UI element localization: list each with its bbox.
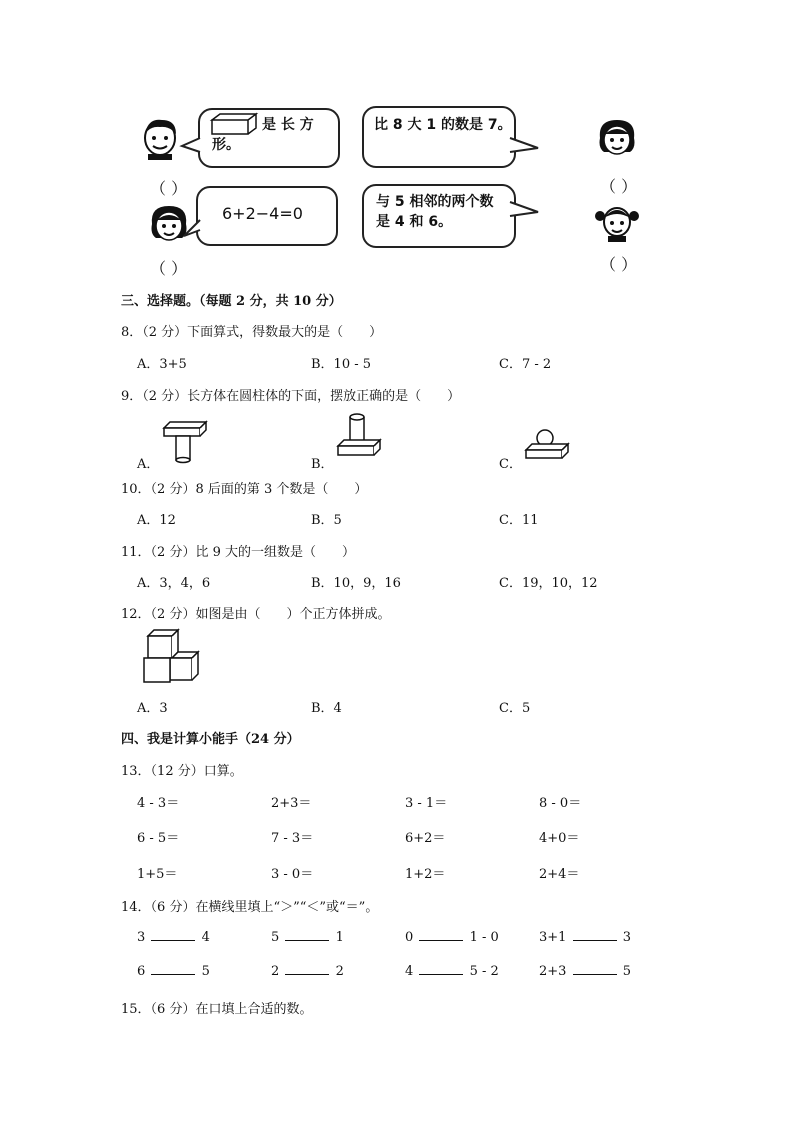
- q11-option-a[interactable]: A．3，4，6: [137, 576, 211, 591]
- calc-item[interactable]: 8 - 0＝: [539, 796, 582, 811]
- q11-option-b[interactable]: B．10，9，16: [311, 576, 401, 591]
- cuboid-icon: [210, 112, 258, 136]
- cuboid-on-cylinder-icon: [162, 420, 210, 464]
- calc-item[interactable]: 4+0＝: [539, 831, 580, 846]
- q13-stem: 13．（12 分）口算。: [121, 764, 243, 779]
- sphere-on-cuboid-icon: [524, 428, 570, 460]
- compare-blank[interactable]: [573, 974, 617, 975]
- boy-face-icon: [140, 114, 182, 160]
- q12-option-b[interactable]: B．4: [311, 701, 342, 716]
- compare-right: 2: [335, 964, 344, 979]
- calc-item[interactable]: 6+2＝: [405, 831, 446, 846]
- compare-blank[interactable]: [285, 974, 329, 975]
- compare-right: 5: [201, 964, 210, 979]
- q11-stem: 11．（2 分）比 9 大的一组数是（ ）: [121, 545, 355, 560]
- q10-option-a[interactable]: A．12: [137, 513, 176, 528]
- q12-option-a[interactable]: A．3: [137, 701, 168, 716]
- q10-stem: 10．（2 分）8 后面的第 3 个数是（ ）: [121, 482, 368, 497]
- calc-item[interactable]: 4 - 3＝: [137, 796, 180, 811]
- q9-option-b[interactable]: B．: [311, 457, 334, 472]
- compare-left: 3: [137, 930, 146, 945]
- compare-blank[interactable]: [151, 940, 195, 941]
- compare-blank[interactable]: [419, 974, 463, 975]
- bubble-3-text: 6+2−4=0: [222, 204, 303, 223]
- bubble-tail-4: [510, 200, 540, 220]
- compare-blank[interactable]: [419, 940, 463, 941]
- bubble-4-text-2: 是 4 和 6。: [376, 214, 453, 230]
- compare-left: 3+1: [539, 930, 567, 945]
- bubble-2-text: 比 8 大 1 的数是 7。: [374, 117, 512, 133]
- compare-left: 2+3: [539, 964, 567, 979]
- q9-option-c[interactable]: C．: [499, 457, 522, 472]
- girl-face-icon-2: [596, 116, 638, 160]
- section-4-heading: 四、我是计算小能手（24 分）: [121, 732, 300, 747]
- q15-stem: 15．（6 分）在口填上合适的数。: [121, 1002, 313, 1017]
- q9-option-a[interactable]: A．: [137, 457, 160, 472]
- compare-left: 0: [405, 930, 414, 945]
- compare-right: 5 - 2: [469, 964, 499, 979]
- calc-item[interactable]: 6 - 5＝: [137, 831, 180, 846]
- compare-item[interactable]: [405, 930, 499, 945]
- compare-right: 3: [622, 930, 631, 945]
- compare-left: 4: [405, 964, 414, 979]
- q8-option-c[interactable]: C．7 - 2: [499, 357, 552, 372]
- compare-item[interactable]: [137, 930, 210, 945]
- q8-option-b[interactable]: B．10 - 5: [311, 357, 372, 372]
- q12-option-c[interactable]: C．5: [499, 701, 531, 716]
- compare-right: 4: [201, 930, 210, 945]
- compare-left: 5: [271, 930, 280, 945]
- bubble-1-text-2: 形。: [212, 137, 240, 153]
- q11-option-c[interactable]: C．19，10，12: [499, 576, 598, 591]
- compare-item[interactable]: [137, 964, 210, 979]
- bubble-1-text: 是 长 方: [262, 117, 314, 133]
- bubble-tail-2: [510, 136, 540, 156]
- q9-stem: 9．（2 分）长方体在圆柱体的下面，摆放正确的是（ ）: [121, 389, 461, 404]
- answer-paren-2[interactable]: （ ）: [150, 259, 188, 278]
- calc-item[interactable]: 1+2＝: [405, 867, 446, 882]
- cylinder-on-cuboid-icon: [336, 412, 382, 458]
- answer-paren-1[interactable]: （ ）: [150, 179, 188, 198]
- calc-item[interactable]: 2+3＝: [271, 796, 312, 811]
- bubble-tail-3: [182, 218, 202, 238]
- compare-item[interactable]: [539, 930, 631, 945]
- compare-blank[interactable]: [151, 974, 195, 975]
- compare-item[interactable]: [539, 964, 631, 979]
- answer-paren-4[interactable]: （ ）: [600, 255, 638, 274]
- stacked-cubes-icon: [140, 628, 202, 686]
- compare-right: 1 - 0: [469, 930, 499, 945]
- q10-option-b[interactable]: B．5: [311, 513, 342, 528]
- calc-item[interactable]: 3 - 1＝: [405, 796, 448, 811]
- compare-right: 1: [335, 930, 344, 945]
- q8-stem: 8．（2 分）下面算式，得数最大的是（ ）: [121, 325, 383, 340]
- bubble-tail-1: [180, 136, 202, 156]
- pigtail-girl-face-icon: [594, 202, 640, 242]
- calc-item[interactable]: 1+5＝: [137, 867, 178, 882]
- calc-item[interactable]: 3 - 0＝: [271, 867, 314, 882]
- calc-item[interactable]: 7 - 3＝: [271, 831, 314, 846]
- compare-item[interactable]: [271, 930, 344, 945]
- compare-item[interactable]: [405, 964, 499, 979]
- compare-left: 6: [137, 964, 146, 979]
- answer-paren-3[interactable]: （ ）: [600, 177, 638, 196]
- compare-item[interactable]: [271, 964, 344, 979]
- q12-stem: 12．（2 分）如图是由（ ）个正方体拼成。: [121, 607, 391, 622]
- section-3-heading: 三、选择题。（每题 2 分，共 10 分）: [121, 294, 342, 309]
- q8-option-a[interactable]: A．3+5: [137, 357, 187, 372]
- q14-stem: 14．（6 分）在横线里填上“＞”“＜”或“＝”。: [121, 900, 379, 915]
- bubble-4-text-1: 与 5 相邻的两个数: [376, 194, 494, 210]
- compare-blank[interactable]: [285, 940, 329, 941]
- compare-blank[interactable]: [573, 940, 617, 941]
- compare-right: 5: [622, 964, 631, 979]
- compare-left: 2: [271, 964, 280, 979]
- q10-option-c[interactable]: C．11: [499, 513, 539, 528]
- calc-item[interactable]: 2+4＝: [539, 867, 580, 882]
